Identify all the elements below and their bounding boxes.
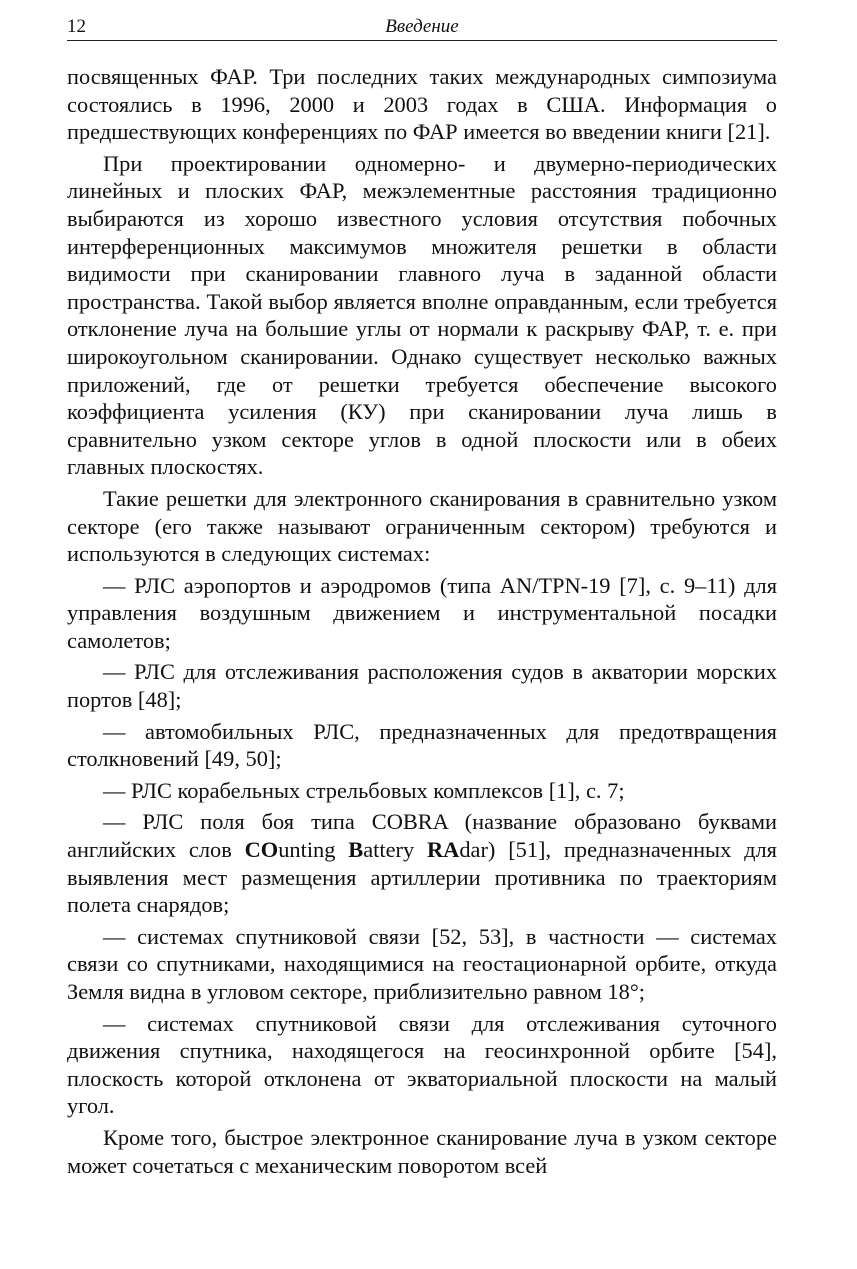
cobra-co-bold: CO	[244, 837, 279, 863]
paragraph-arrays: Такие решетки для электронного сканирования в сравнительно узком секторе (его также называют ограниченным сектором) требуются и используются в следующих системах:	[67, 485, 777, 567]
list-item-geostationary: — системах спутниковой связи [52, 53], в частности — системах связи со спутниками, находящимися на геостационарной орбите, откуда Земля видна в угловом секторе, приблизительно равном 18°;	[67, 923, 777, 1004]
paragraph-design: При проектировании одномерно- и двумерно-периодических линейных и плоских ФАР, межэлементные расстояния традиционно выбираются из хорошо известного условия отсутствия побочных интерференционных максимумов множителя решетки в области видимости при сканировании главного луча в заданной области пространства. Такой выбор является вполне оправданным, если требуется отклонение луча на большие углы от нормали к раскрыву ФАР, т. е. при широкоугольном сканировании. Однако существует несколько важных приложений, где от решетки требуется обеспечение высокого коэффициента усиления (КУ) при сканировании луча лишь в сравнительно узком секторе углов в одной плоскости или в обеих главных плоскостях.	[67, 150, 777, 480]
list-item-harbor-radar: — РЛС для отслеживания расположения судов в акватории морских портов [48];	[67, 659, 777, 713]
cobra-co-rest: unting	[278, 837, 336, 863]
paragraph-continuation: посвященных ФАР. Три последних таких международных симпозиума состоялись в 1996, 2000 и 2003 годах в США. Информация о предшествующих конференциях по ФАР имеется во введении книги [21].	[67, 64, 777, 145]
book-page	[67, 12, 777, 1179]
body-text	[67, 63, 777, 1179]
cobra-ra-rest: dar)	[459, 837, 496, 863]
list-item-automotive-radar: — автомобильных РЛС, предназначенных для предотвращения столкновений [49, 50];	[67, 718, 777, 772]
paragraph-mechanical: Кроме того, быстрое электронное сканирование луча в узком секторе может сочетаться с механическим поворотом всей	[67, 1124, 777, 1178]
list-item-naval-radar: — РЛС корабельных стрельбовых комплексов [1], с. 7;	[103, 777, 625, 803]
cobra-text-before: — РЛС поля боя типа COBRA (название образовано буквами английских слов	[67, 809, 777, 863]
running-header	[67, 12, 777, 41]
cobra-b-bold: B	[348, 837, 364, 863]
cobra-ra-bold: RA	[426, 837, 460, 863]
chapter-title: Введение	[385, 16, 459, 37]
list-item-airport-radar: — РЛС аэропортов и аэродромов (типа AN/TPN-19 [7], с. 9–11) для управления воздушным движением и инструментальной посадки самолетов;	[67, 572, 777, 653]
page-number: 12	[67, 16, 86, 37]
cobra-b-rest: attery	[363, 837, 415, 863]
cobra-text-after: [51], предназначенных для выявления мест размещения артиллерии противника по траекториям полета снарядов;	[67, 837, 777, 918]
list-item-geosynchronous: — системах спутниковой связи для отслеживания суточного движения спутника, находящегося на геосинхронной орбите [54], плоскость которой отклонена от экваториальной плоскости на малый угол.	[67, 1010, 777, 1119]
list-item-cobra-radar	[67, 808, 777, 918]
